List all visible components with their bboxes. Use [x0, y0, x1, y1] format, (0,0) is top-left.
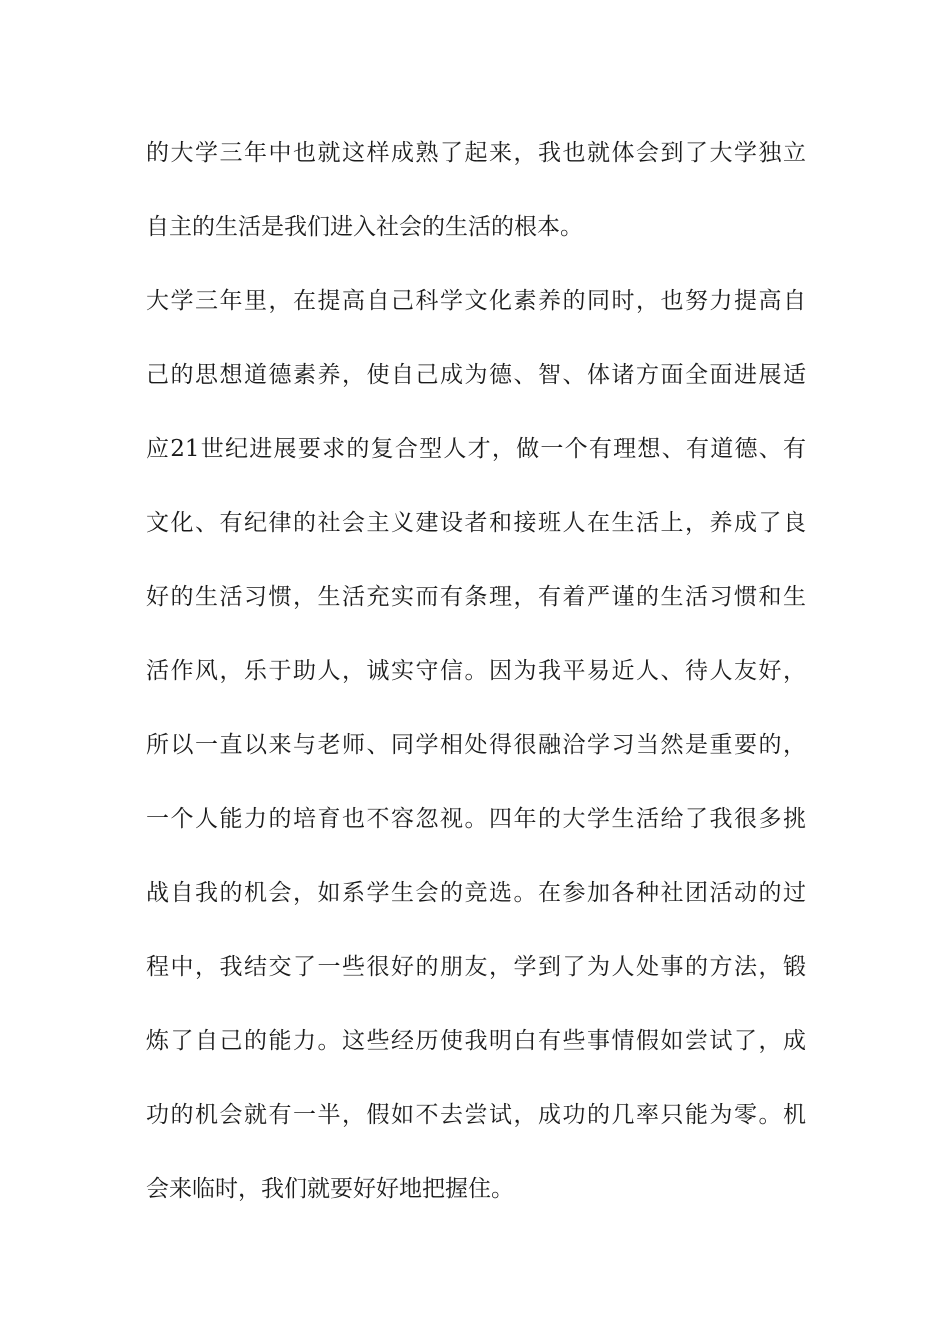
paragraph-line: 程中，我结交了一些很好的朋友，学到了为人处事的方法，锻: [146, 954, 806, 980]
paragraph-line: 活作风，乐于助人，诚实守信。因为我平易近人、待人友好，: [146, 658, 806, 684]
paragraph-line: 大学三年里，在提高自己科学文化素养的同时，也努力提高自: [146, 288, 806, 314]
paragraph-line: 应21世纪进展要求的复合型人才，做一个有理想、有道德、有: [146, 436, 806, 462]
paragraph-line: 所以一直以来与老师、同学相处得很融洽学习当然是重要的，: [146, 732, 806, 758]
paragraph-line: 战自我的机会，如系学生会的竞选。在参加各种社团活动的过: [146, 880, 806, 906]
paragraph-line: 功的机会就有一半，假如不去尝试，成功的几率只能为零。机: [146, 1102, 806, 1128]
paragraph-line: 文化、有纪律的社会主义建设者和接班人在生活上，养成了良: [146, 510, 806, 536]
paragraph-line: 的大学三年中也就这样成熟了起来，我也就体会到了大学独立: [146, 140, 806, 166]
paragraph-line: 自主的生活是我们进入社会的生活的根本。: [146, 214, 583, 240]
paragraph-line: 己的思想道德素养，使自己成为德、智、体诸方面全面进展适: [146, 362, 806, 388]
paragraph-line: 会来临时，我们就要好好地把握住。: [146, 1176, 514, 1202]
paragraph-line: 炼了自己的能力。这些经历使我明白有些事情假如尝试了，成: [146, 1028, 806, 1054]
paragraph-line: 一个人能力的培育也不容忽视。四年的大学生活给了我很多挑: [146, 806, 806, 832]
paragraph-line: 好的生活习惯，生活充实而有条理，有着严谨的生活习惯和生: [146, 584, 806, 610]
